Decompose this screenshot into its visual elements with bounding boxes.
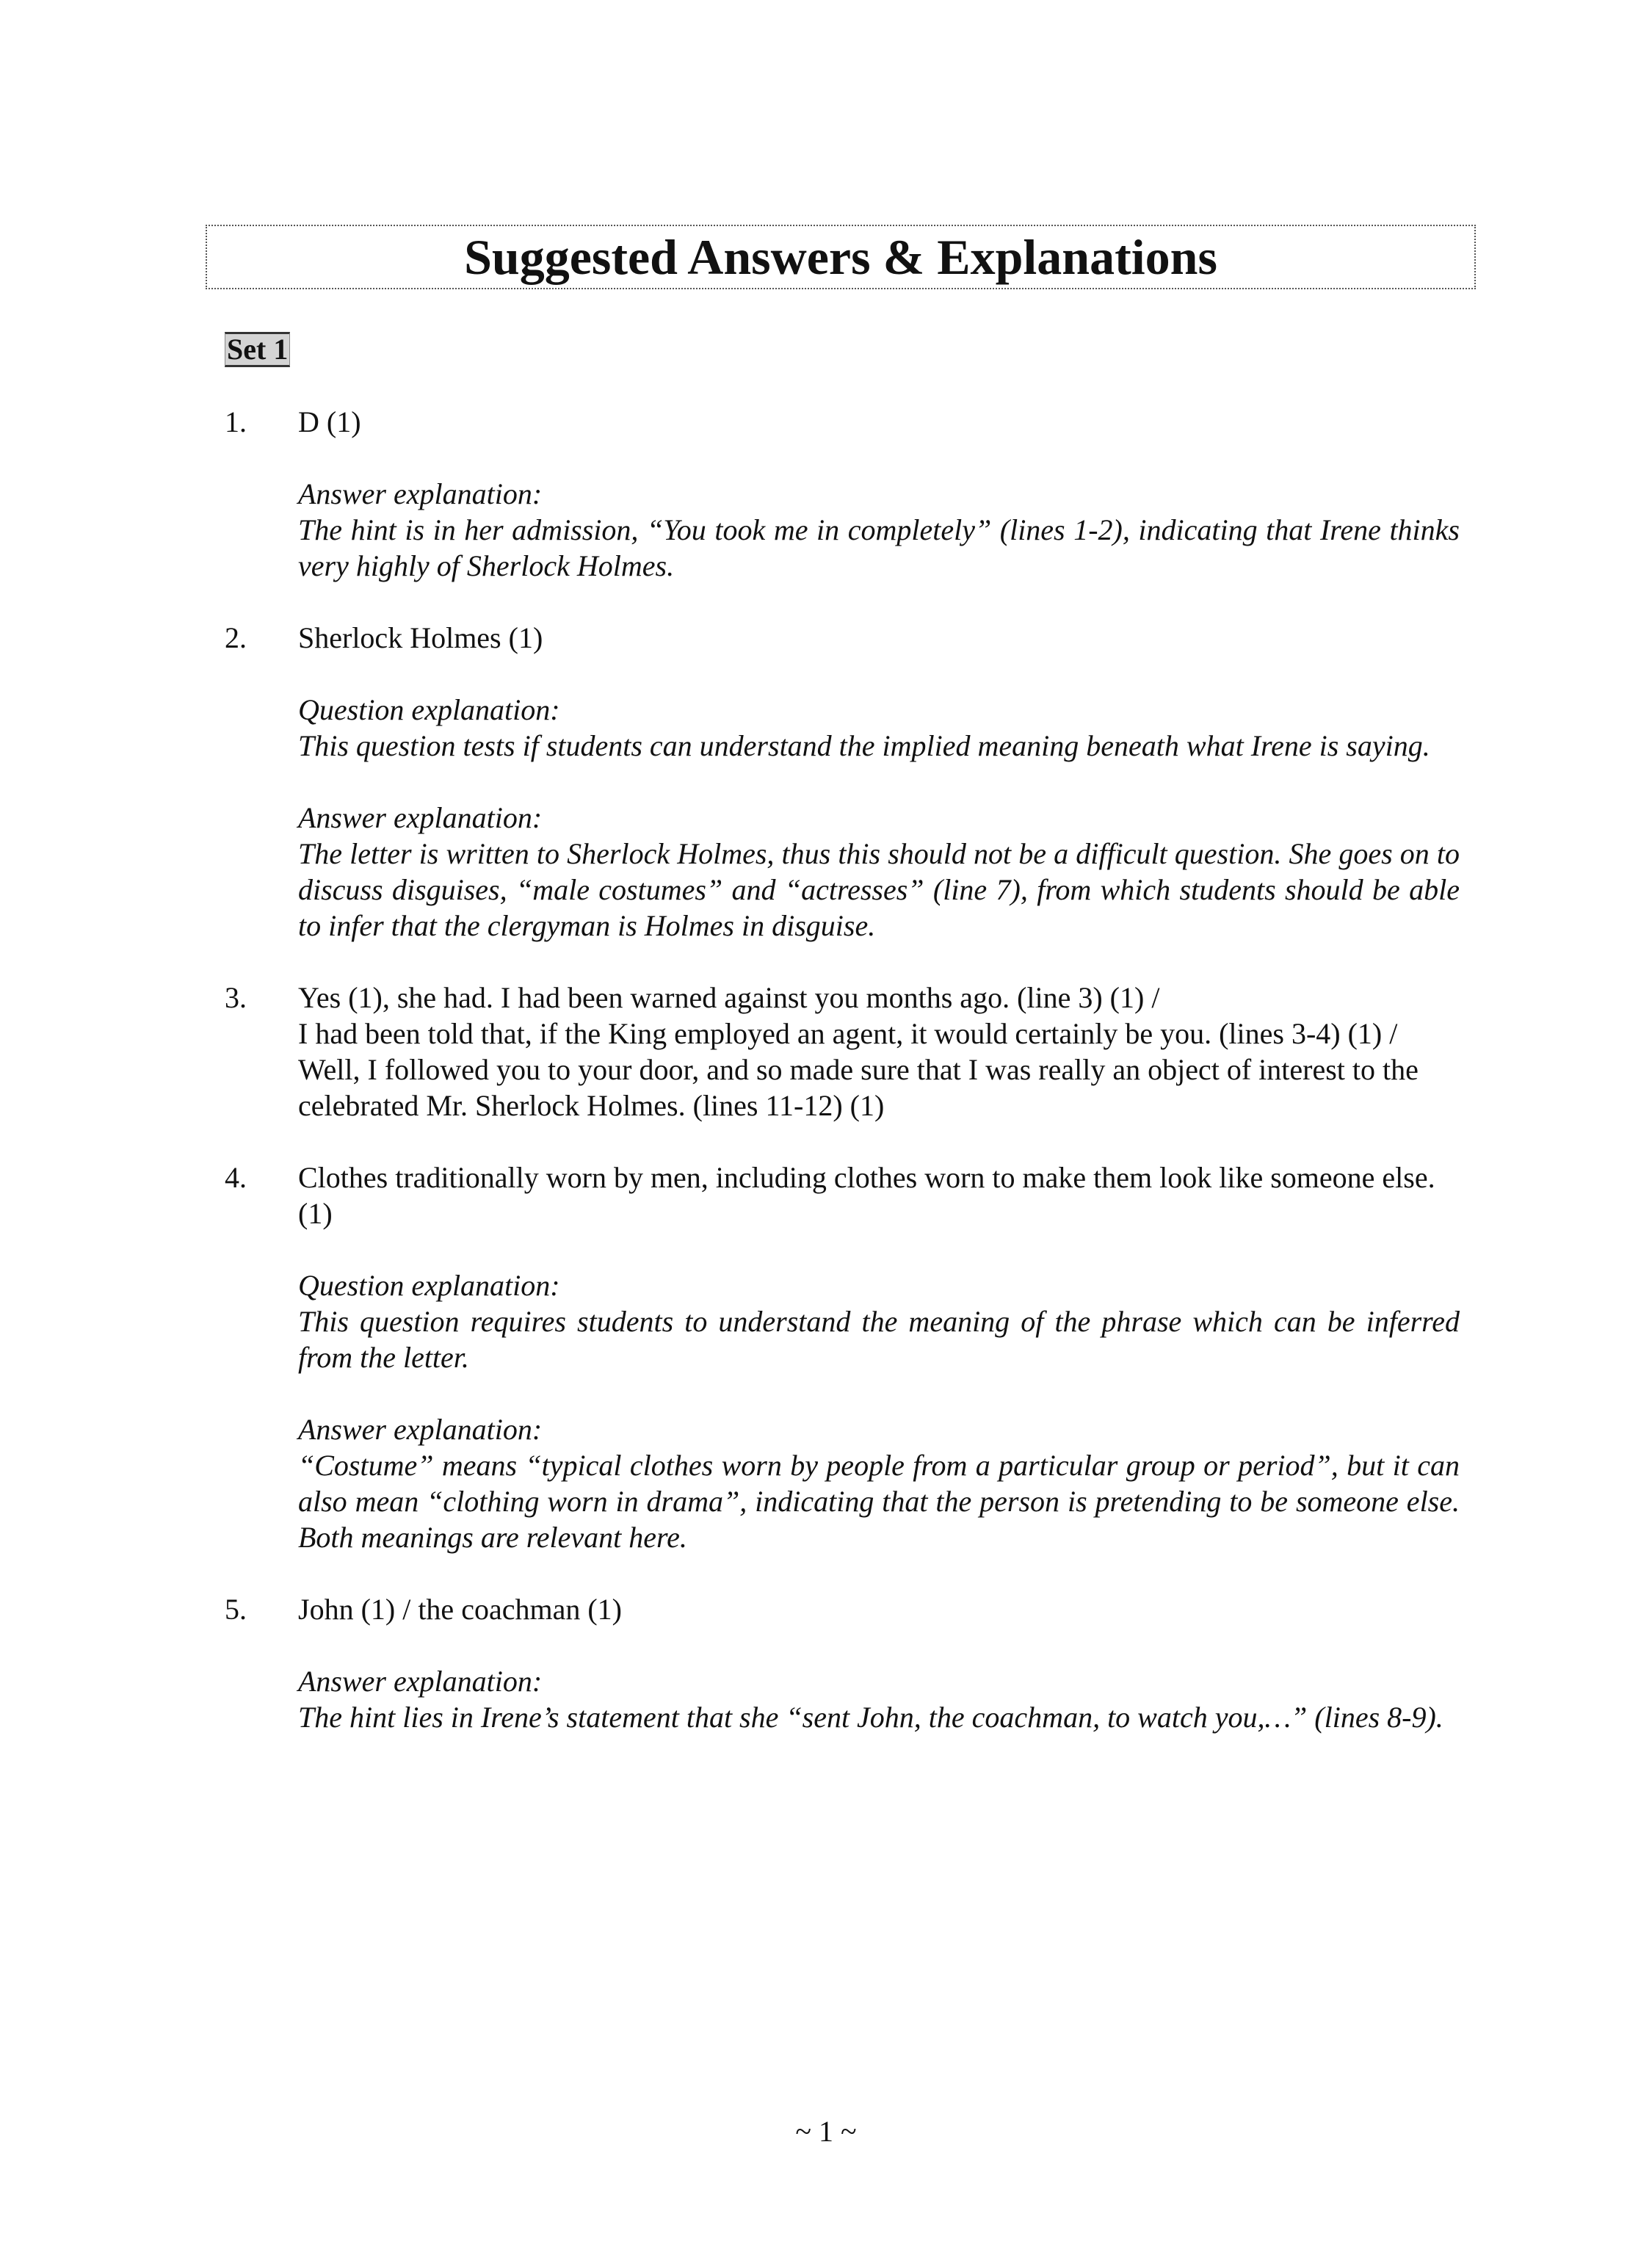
answer-item-3 (225, 980, 1460, 1123)
answer-item-2 (225, 620, 1460, 944)
answer: Clothes traditionally worn by men, including clothes worn to make them look like someone else. (1) (298, 1161, 1435, 1230)
answer-explanation (298, 800, 1460, 944)
answer-explanation-text: “Costume” means “typical clothes worn by people from a particular group or period”, but it can also mean “clothing worn in drama”, indicating that the person is pretending to be someone else. Both meanings are relevant here. (298, 1449, 1460, 1554)
item-number: 4. (225, 1161, 247, 1194)
answer: D (1) (298, 405, 361, 438)
answer-line: Well, I followed you to your door, and so made sure that I was really an object of interest to the celebrated Mr. Sherlock Holmes. (lines 11-12) (1) (298, 1053, 1419, 1122)
question-explanation-label: Question explanation: (298, 693, 560, 726)
answer-explanation (298, 476, 1460, 584)
answer-explanation-label: Answer explanation: (298, 1665, 543, 1698)
page-number: ~ 1 ~ (795, 2115, 857, 2148)
answer-explanation (298, 1411, 1460, 1555)
answer-line: Yes (1), she had. I had been warned against you months ago. (line 3) (1) / (298, 981, 1160, 1014)
answer: Sherlock Holmes (1) (298, 621, 543, 654)
set-label: Set 1 (225, 332, 290, 367)
answers-list (225, 404, 1460, 1771)
answer-explanation-text: The letter is written to Sherlock Holmes, thus this should not be a difficult question. She goes on to discuss disguises, “male costumes” and “actresses” (line 7), from which students should be able to infer that the clergyman is Holmes in disguise. (298, 837, 1460, 942)
item-number: 2. (225, 621, 247, 654)
question-explanation-label: Question explanation: (298, 1269, 560, 1302)
item-number: 3. (225, 981, 247, 1014)
page-title: Suggested Answers & Explanations (464, 229, 1217, 285)
answer-explanation-text: The hint lies in Irene’s statement that she “sent John, the coachman, to watch you,…” (lines 8-9). (298, 1701, 1443, 1734)
answer-explanation-text: The hint is in her admission, “You took me in completely” (lines 1-2), indicating that Irene thinks very highly of Sherlock Holmes. (298, 513, 1460, 582)
answer-item-1 (225, 404, 1460, 584)
item-number: 1. (225, 405, 247, 438)
answer-explanation (298, 1663, 1460, 1735)
answer-explanation-label: Answer explanation: (298, 1413, 543, 1446)
answer-explanation-label: Answer explanation: (298, 801, 543, 834)
item-number: 5. (225, 1593, 247, 1626)
answer-line: I had been told that, if the King employed an agent, it would certainly be you. (lines 3-4) (1) / (298, 1017, 1398, 1050)
question-explanation-text: This question requires students to understand the meaning of the phrase which can be inferred from the letter. (298, 1305, 1460, 1374)
answer-item-5 (225, 1591, 1460, 1735)
question-explanation-text: This question tests if students can understand the implied meaning beneath what Irene is saying. (298, 729, 1430, 762)
answer-item-4 (225, 1159, 1460, 1555)
answer-explanation-label: Answer explanation: (298, 477, 543, 510)
title-box (206, 225, 1476, 289)
question-explanation (298, 692, 1460, 764)
question-explanation (298, 1267, 1460, 1375)
answer: John (1) / the coachman (1) (298, 1593, 622, 1626)
